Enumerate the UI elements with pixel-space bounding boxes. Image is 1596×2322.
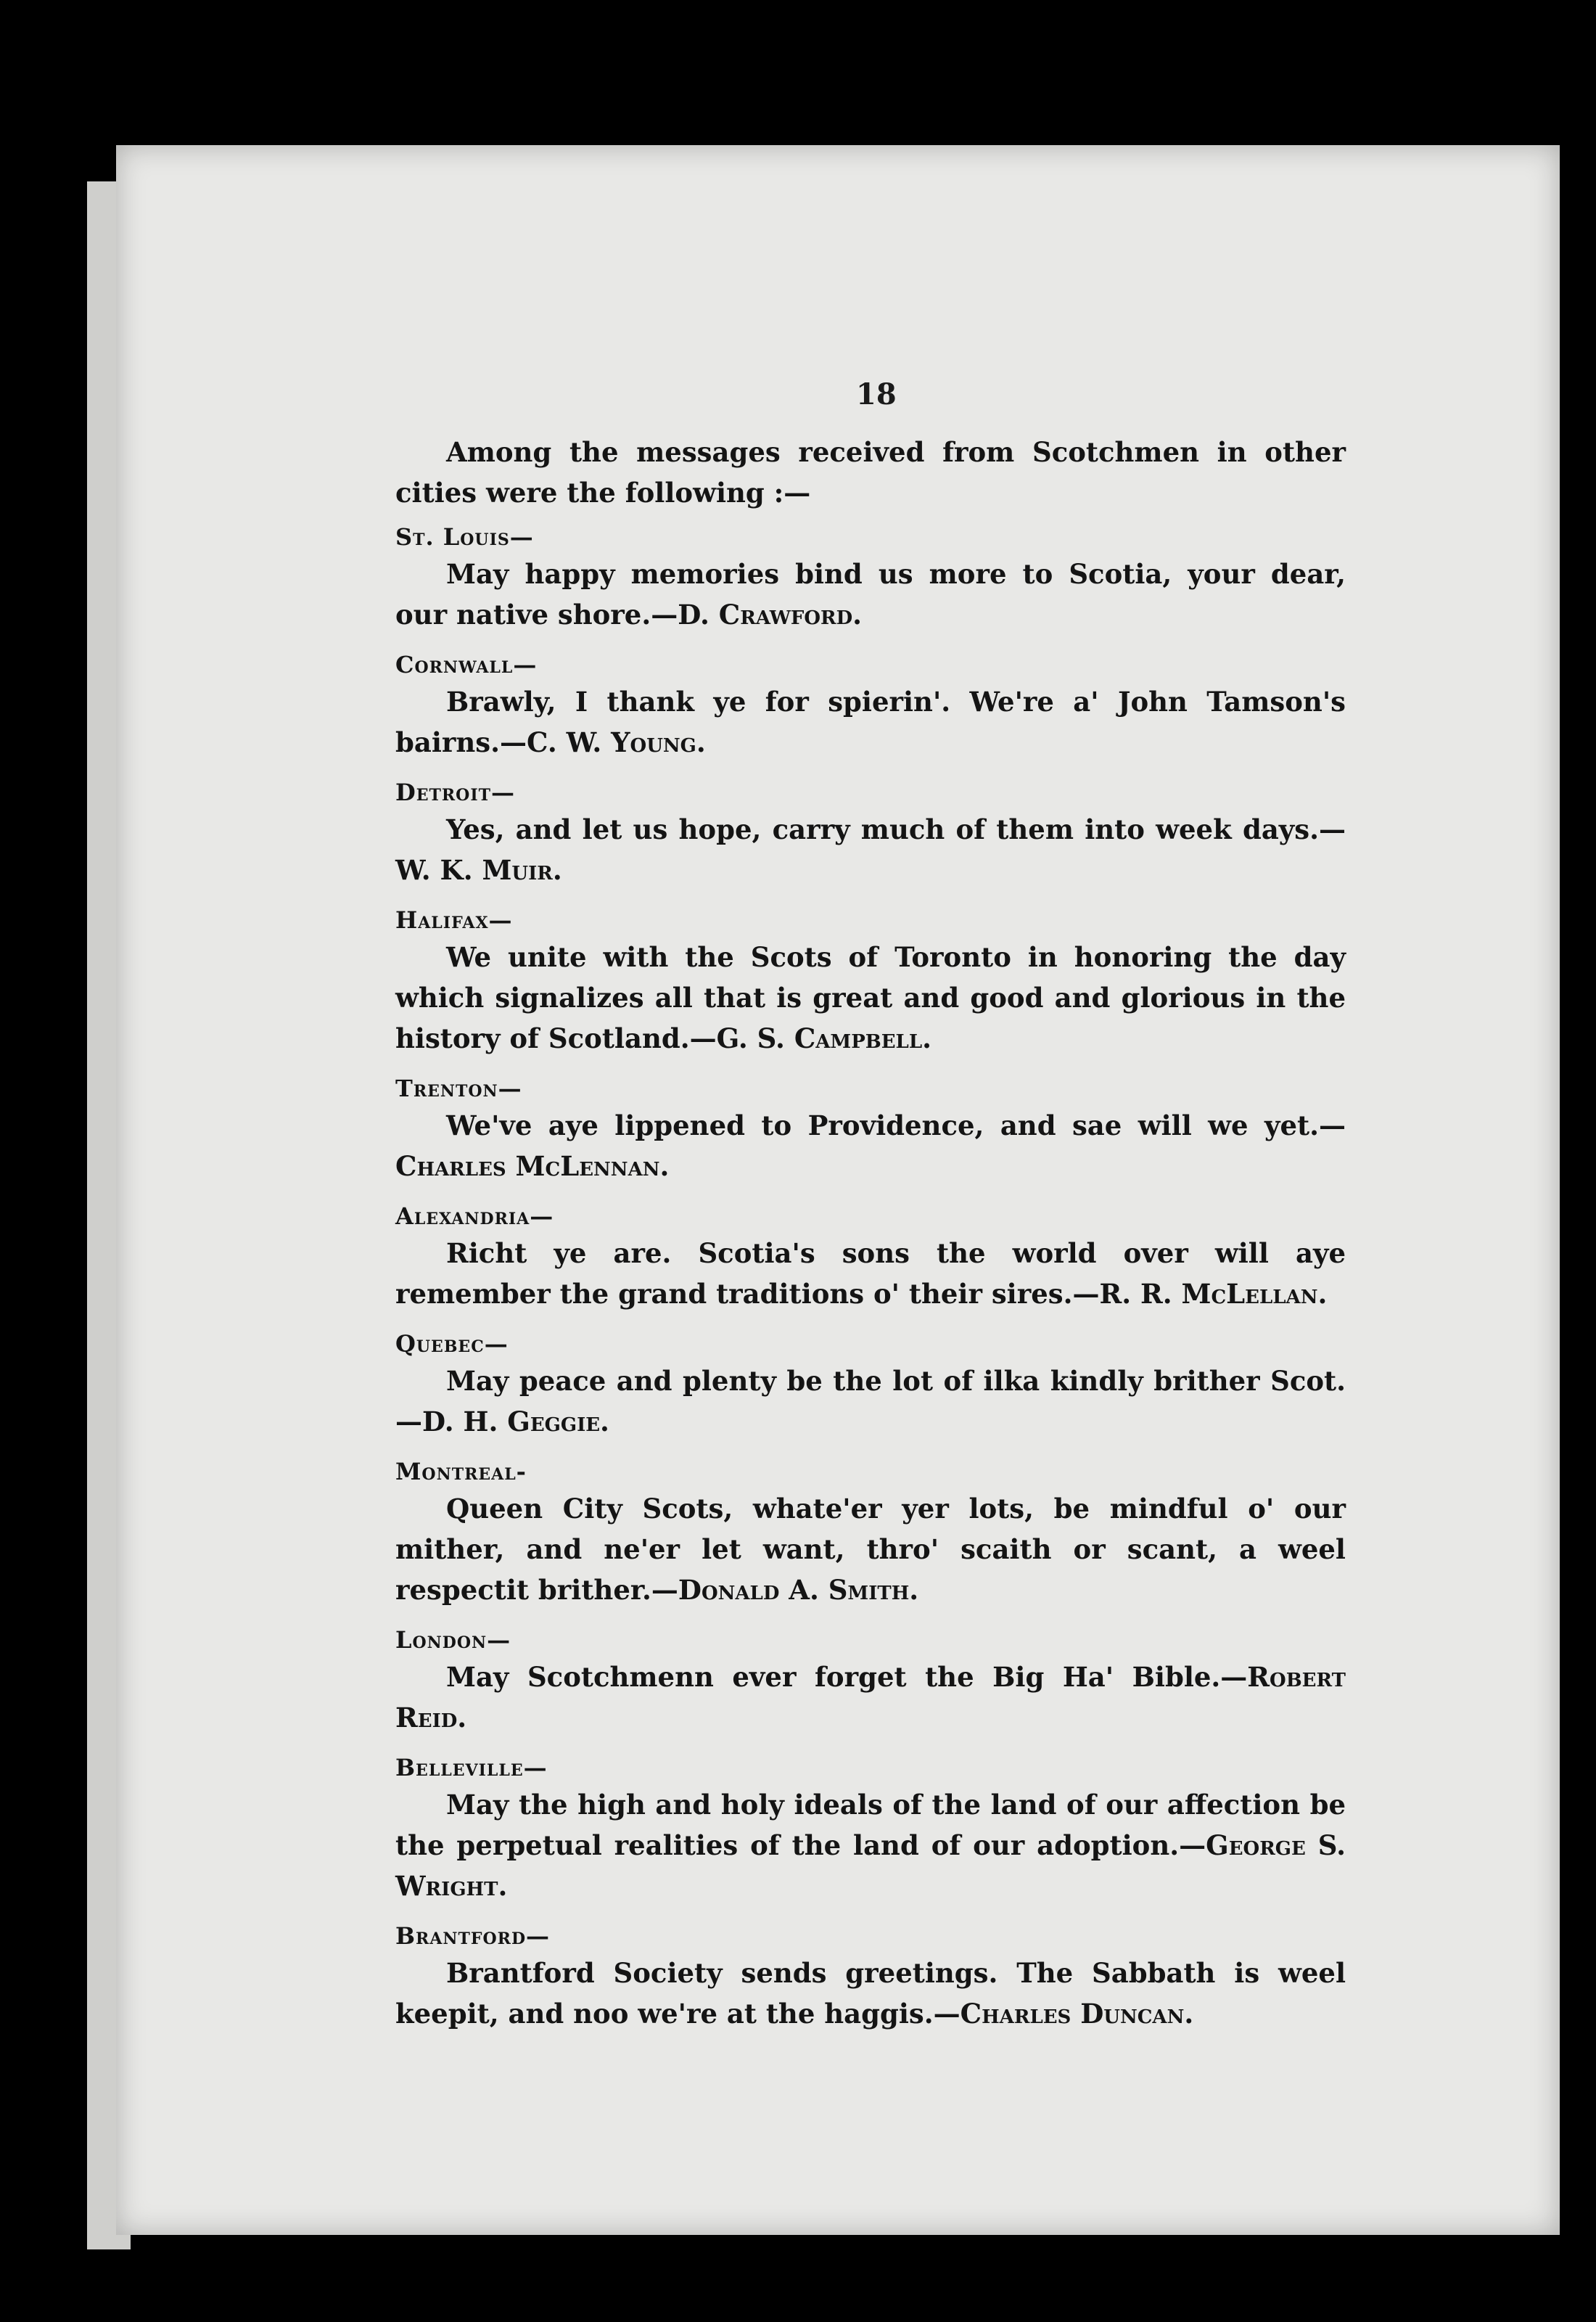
message-entry: [395, 1072, 1346, 1186]
city-heading: Quebec—: [395, 1330, 509, 1358]
message-text: [395, 1488, 1346, 1610]
message-body: We unite with the Scots of Toronto in honoring the day which signalizes all that is great and good and glorious in the history of Scotland.—: [395, 941, 1346, 1054]
message-author: D. Crawford.: [678, 599, 863, 631]
message-text: [395, 937, 1346, 1059]
city-heading: Detroit—: [395, 779, 515, 806]
city-heading: Montreal-: [395, 1458, 527, 1485]
message-body: Brantford Society sends greetings. The Sabbath is weel keepit, and noo we're at the haggis.—: [395, 1957, 1346, 2030]
message-body: Yes, and let us hope, carry much of them into week days.—: [446, 813, 1346, 845]
message-entry: [395, 1919, 1346, 2034]
message-entry: [395, 1327, 1346, 1442]
city-heading: Brantford—: [395, 1922, 551, 1950]
message-body: May happy memories bind us more to Scotia, your dear, our native shore.—: [395, 558, 1346, 631]
message-body: May Scotchmenn ever forget the Big Ha' Bible.—: [446, 1661, 1248, 1693]
city-heading: Halifax—: [395, 906, 513, 934]
city-heading: Alexandria—: [395, 1202, 554, 1230]
message-body: May the high and holy ideals of the land of our affection be the perpetual realities of the land of our adoption.—: [395, 1789, 1346, 1861]
message-text: [395, 1233, 1346, 1314]
message-text: [395, 1953, 1346, 2034]
message-text: [395, 809, 1346, 890]
page-number: 18: [856, 377, 897, 411]
city-heading: Belleville—: [395, 1754, 548, 1781]
message-entry: [395, 776, 1346, 890]
message-author: George S. Wright.: [395, 1829, 1346, 1902]
message-text: [395, 1657, 1346, 1738]
city-heading: St. Louis—: [395, 523, 534, 551]
city-heading: London—: [395, 1626, 511, 1654]
message-text: [395, 1361, 1346, 1442]
message-text: [395, 1105, 1346, 1186]
message-body: Brawly, I thank ye for spierin'. We're a' John Tamson's bairns.—: [395, 686, 1346, 758]
message-entry: [395, 1623, 1346, 1738]
message-author: R. R. McLellan.: [1099, 1278, 1328, 1310]
city-heading: Cornwall—: [395, 651, 538, 678]
message-author: Charles McLennan.: [395, 1150, 670, 1182]
message-author: C. W. Young.: [527, 726, 706, 758]
message-entry: [395, 1455, 1346, 1610]
message-author: D. H. Geggie.: [422, 1406, 609, 1437]
message-body: We've aye lippened to Providence, and sae will we yet.—: [446, 1109, 1346, 1141]
message-author: W. K. Muir.: [395, 854, 562, 886]
message-entry: [395, 1199, 1346, 1314]
message-entry: [395, 520, 1346, 635]
document-body: [395, 432, 1346, 2047]
message-body: Queen City Scots, whate'er yer lots, be mindful o' our mither, and ne'er let want, thro' scaith or scant, a weel respectit brither.—: [395, 1493, 1346, 1606]
city-heading: Trenton—: [395, 1075, 522, 1102]
message-entry: [395, 648, 1346, 763]
message-author: Donald A. Smith.: [678, 1574, 919, 1606]
intro-paragraph: Among the messages received from Scotchmen in other cities were the following :—: [395, 436, 1346, 509]
message-author: Robert Reid.: [395, 1661, 1346, 1734]
message-body: May peace and plenty be the lot of ilka kindly brither Scot.—: [395, 1365, 1346, 1437]
message-entry: [395, 1751, 1346, 1906]
message-text: [395, 1784, 1346, 1906]
message-body: Richt ye are. Scotia's sons the world over will aye remember the grand traditions o' their sires.—: [395, 1237, 1346, 1310]
message-author: G. S. Campbell.: [716, 1022, 932, 1054]
message-text: [395, 681, 1346, 763]
message-text: [395, 554, 1346, 635]
message-entry: [395, 903, 1346, 1059]
message-author: Charles Duncan.: [960, 1998, 1194, 2030]
